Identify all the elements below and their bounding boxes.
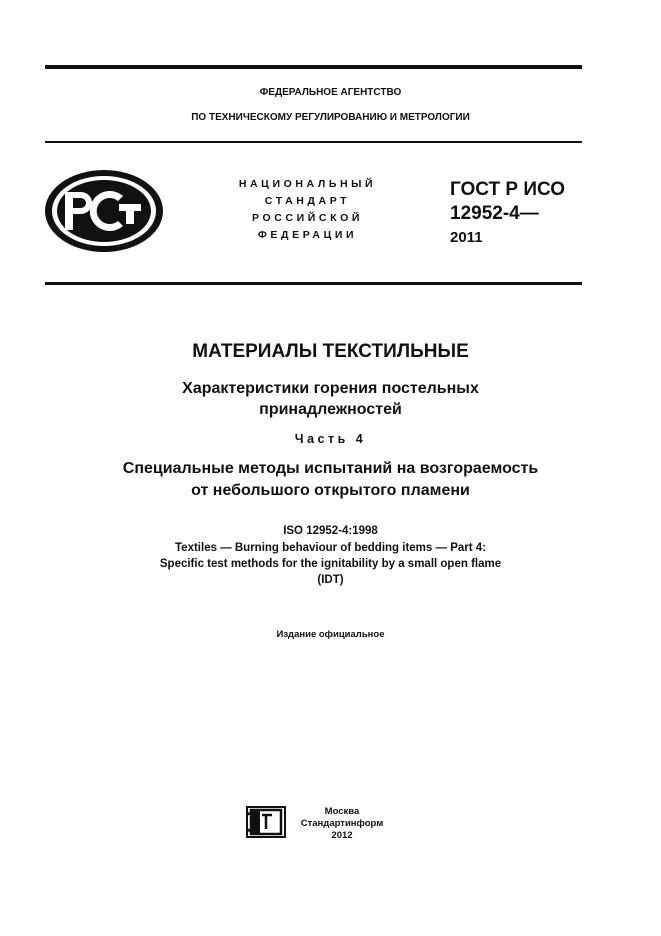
national-line-3: РОССИЙСКОЙ xyxy=(252,212,363,224)
national-line-1: НАЦИОНАЛЬНЫЙ xyxy=(238,178,377,190)
header-rule xyxy=(45,141,582,143)
middle-rule xyxy=(45,282,582,285)
top-rule xyxy=(45,65,582,69)
logo-fill xyxy=(250,810,260,834)
iso-line-3: (IDT) xyxy=(317,574,344,586)
designation-line-1: ГОСТ Р ИСО xyxy=(450,179,566,200)
subtitle-line-4: от небольшого открытого пламени xyxy=(191,482,470,499)
main-title: МАТЕРИАЛЫ ТЕКСТИЛЬНЫЕ xyxy=(192,341,469,362)
publisher-year: 2012 xyxy=(331,830,353,841)
iso-number: ISO 12952-4:1998 xyxy=(283,525,378,537)
publisher-block xyxy=(292,806,392,842)
gost-r-logo xyxy=(43,168,165,254)
agency-line-1: ФЕДЕРАЛЬНОЕ АГЕНТСТВО xyxy=(259,87,402,98)
subtitle-line-3: Специальные методы испытаний на возгораемость xyxy=(122,460,539,477)
publisher-name: Стандартинформ xyxy=(300,818,384,829)
agency-line-2: ПО ТЕХНИЧЕСКОМУ РЕГУЛИРОВАНИЮ И МЕТРОЛОГИИ xyxy=(191,112,470,123)
designation-line-2: 12952-4— xyxy=(450,203,539,224)
part-label: Часть 4 xyxy=(294,432,367,446)
designation-line-3: 2011 xyxy=(450,229,483,246)
national-line-4: ФЕДЕРАЦИИ xyxy=(257,229,358,241)
subtitle-line-1: Характеристики горения постельных xyxy=(182,380,479,397)
iso-line-1: Textiles — Burning behaviour of bedding items — Part 4: xyxy=(175,542,486,554)
iso-line-2: Specific test methods for the ignitability by a small open flame xyxy=(159,558,502,570)
logo-letter-p-stem xyxy=(65,192,73,230)
official-edition: Издание официальное xyxy=(276,629,385,640)
subtitle-line-2: принадлежностей xyxy=(259,401,402,418)
logo-letter-t-stem xyxy=(126,204,134,224)
standartinform-logo xyxy=(246,806,286,838)
national-standard-block xyxy=(205,176,410,244)
national-line-2: СТАНДАРТ xyxy=(264,195,351,207)
publisher-city: Москва xyxy=(324,806,360,817)
